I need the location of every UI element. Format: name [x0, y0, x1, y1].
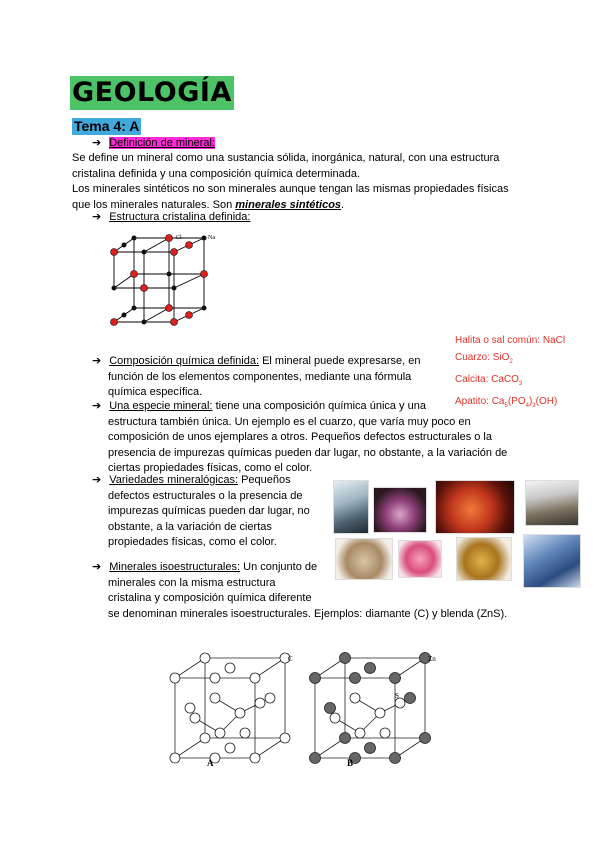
isostructural-line: cristalina y composición química diferente [108, 592, 312, 604]
varieties-line: impurezas químicas pueden dar lugar, no [108, 505, 310, 517]
species-line [92, 399, 532, 415]
label-zn: Zn [428, 655, 436, 663]
species-bullet [92, 399, 532, 477]
structure-heading-row [92, 210, 250, 225]
label-a: A [207, 758, 214, 768]
isostructural-line [92, 560, 532, 576]
varieties-line [92, 473, 332, 489]
label-c: C [288, 655, 293, 663]
species-text: tiene una composición química única y una [212, 400, 426, 412]
composition-bullet [92, 354, 442, 401]
varieties-line: obstante, a la variación de ciertas [108, 520, 272, 533]
formula-text: Apatito: Ca [455, 396, 505, 407]
definition-line: Los minerales sintéticos no son minerales aunque tengan las mismas propiedades físicas [72, 183, 509, 195]
definition-text: . [341, 198, 345, 211]
composition-line: química específica. [108, 386, 203, 398]
example-calcita [455, 371, 565, 393]
quartz-photo [333, 480, 369, 534]
species-heading: Una especie mineral: [109, 400, 213, 412]
formula-text: Calcita: CaCO [455, 374, 519, 385]
definition-heading: Definición de mineral: [109, 137, 215, 149]
isostructural-text: Un conjunto de [240, 561, 318, 573]
example-halita: Halita o sal común: NaCl [455, 335, 566, 346]
page-title: GEOLOGÍA [72, 77, 232, 108]
formula-subscript: 3 [532, 403, 536, 409]
arrow-icon: ➔ [92, 137, 102, 149]
amethyst-photo [373, 487, 427, 533]
definition-paragraph [72, 151, 542, 213]
varieties-line: propiedades físicas, como el color. [108, 536, 277, 548]
formula-subscript: 5 [504, 403, 508, 409]
red-mineral-photo [435, 480, 515, 534]
arrow-icon: ➔ [92, 211, 102, 223]
species-line: presencia de impurezas químicas pueden dar lugar, no obstante, a la variación de [108, 446, 508, 459]
label-cl: Cl [176, 235, 182, 241]
isostructural-line: minerales con la misma estructura [108, 576, 276, 589]
structure-heading: Estructura cristalina definida: [109, 211, 251, 223]
varieties-line: defectos estructurales o la presencia de [108, 489, 303, 502]
formula-text: (OH) [535, 396, 558, 407]
isostructural-diagram [165, 648, 445, 770]
formula-text: Cuarzo: SiO [455, 352, 510, 363]
arrow-icon: ➔ [92, 400, 102, 412]
composition-line: función de los elementos componentes, mediante una fórmula [108, 370, 412, 383]
label-b: B [347, 758, 354, 768]
species-line: estructura también única. Un ejemplo es el cuarzo, que varía muy poco en [108, 415, 471, 428]
sulfur-atoms [330, 693, 405, 738]
species-line: ciertas propiedades físicas, como el color. [108, 462, 313, 474]
label-na: Na [208, 235, 215, 241]
formula-subscript: 4 [525, 403, 529, 409]
composition-heading: Composición química definida: [109, 355, 260, 367]
composition-line [92, 354, 442, 370]
varieties-bullet [92, 473, 332, 551]
definition-heading-row [92, 136, 215, 151]
subtitle: Tema 4: A [74, 118, 140, 134]
formula-subscript: 3 [518, 381, 523, 387]
example-cuarzo [455, 349, 565, 371]
isostructural-bullet [92, 560, 532, 622]
isostructural-line: se denominan minerales isoestructurales. Ejemplos: diamante (C) y blenda (ZnS). [108, 607, 508, 620]
arrow-icon: ➔ [92, 474, 102, 486]
composition-text: El mineral puede expresarse, en [259, 355, 421, 367]
species-line: composición de unos ejemplares a otros. Pequeños defectos estructurales o la [108, 431, 492, 443]
nacl-lattice-diagram [108, 230, 220, 330]
formula-text: ) [528, 396, 533, 407]
smoky-quartz-photo [525, 480, 579, 526]
formula-subscript: 2 [509, 359, 513, 365]
arrow-icon: ➔ [92, 561, 102, 573]
label-s: S [395, 692, 399, 700]
definition-text: que los minerales naturales. Son [72, 198, 236, 211]
varieties-text: Pequeños [238, 474, 291, 486]
definition-line: cristalina definida y una composición química determinada. [72, 167, 360, 180]
isostructural-heading: Minerales isoestructurales: [109, 561, 241, 573]
varieties-heading: Variedades mineralógicas: [109, 474, 239, 486]
synthetic-term: minerales sintéticos [235, 198, 342, 211]
formula-text: (PO [507, 396, 526, 407]
definition-line: Se define un mineral como una sustancia sólida, inorgánica, natural, con una estructura [72, 152, 500, 164]
arrow-icon: ➔ [92, 355, 102, 367]
